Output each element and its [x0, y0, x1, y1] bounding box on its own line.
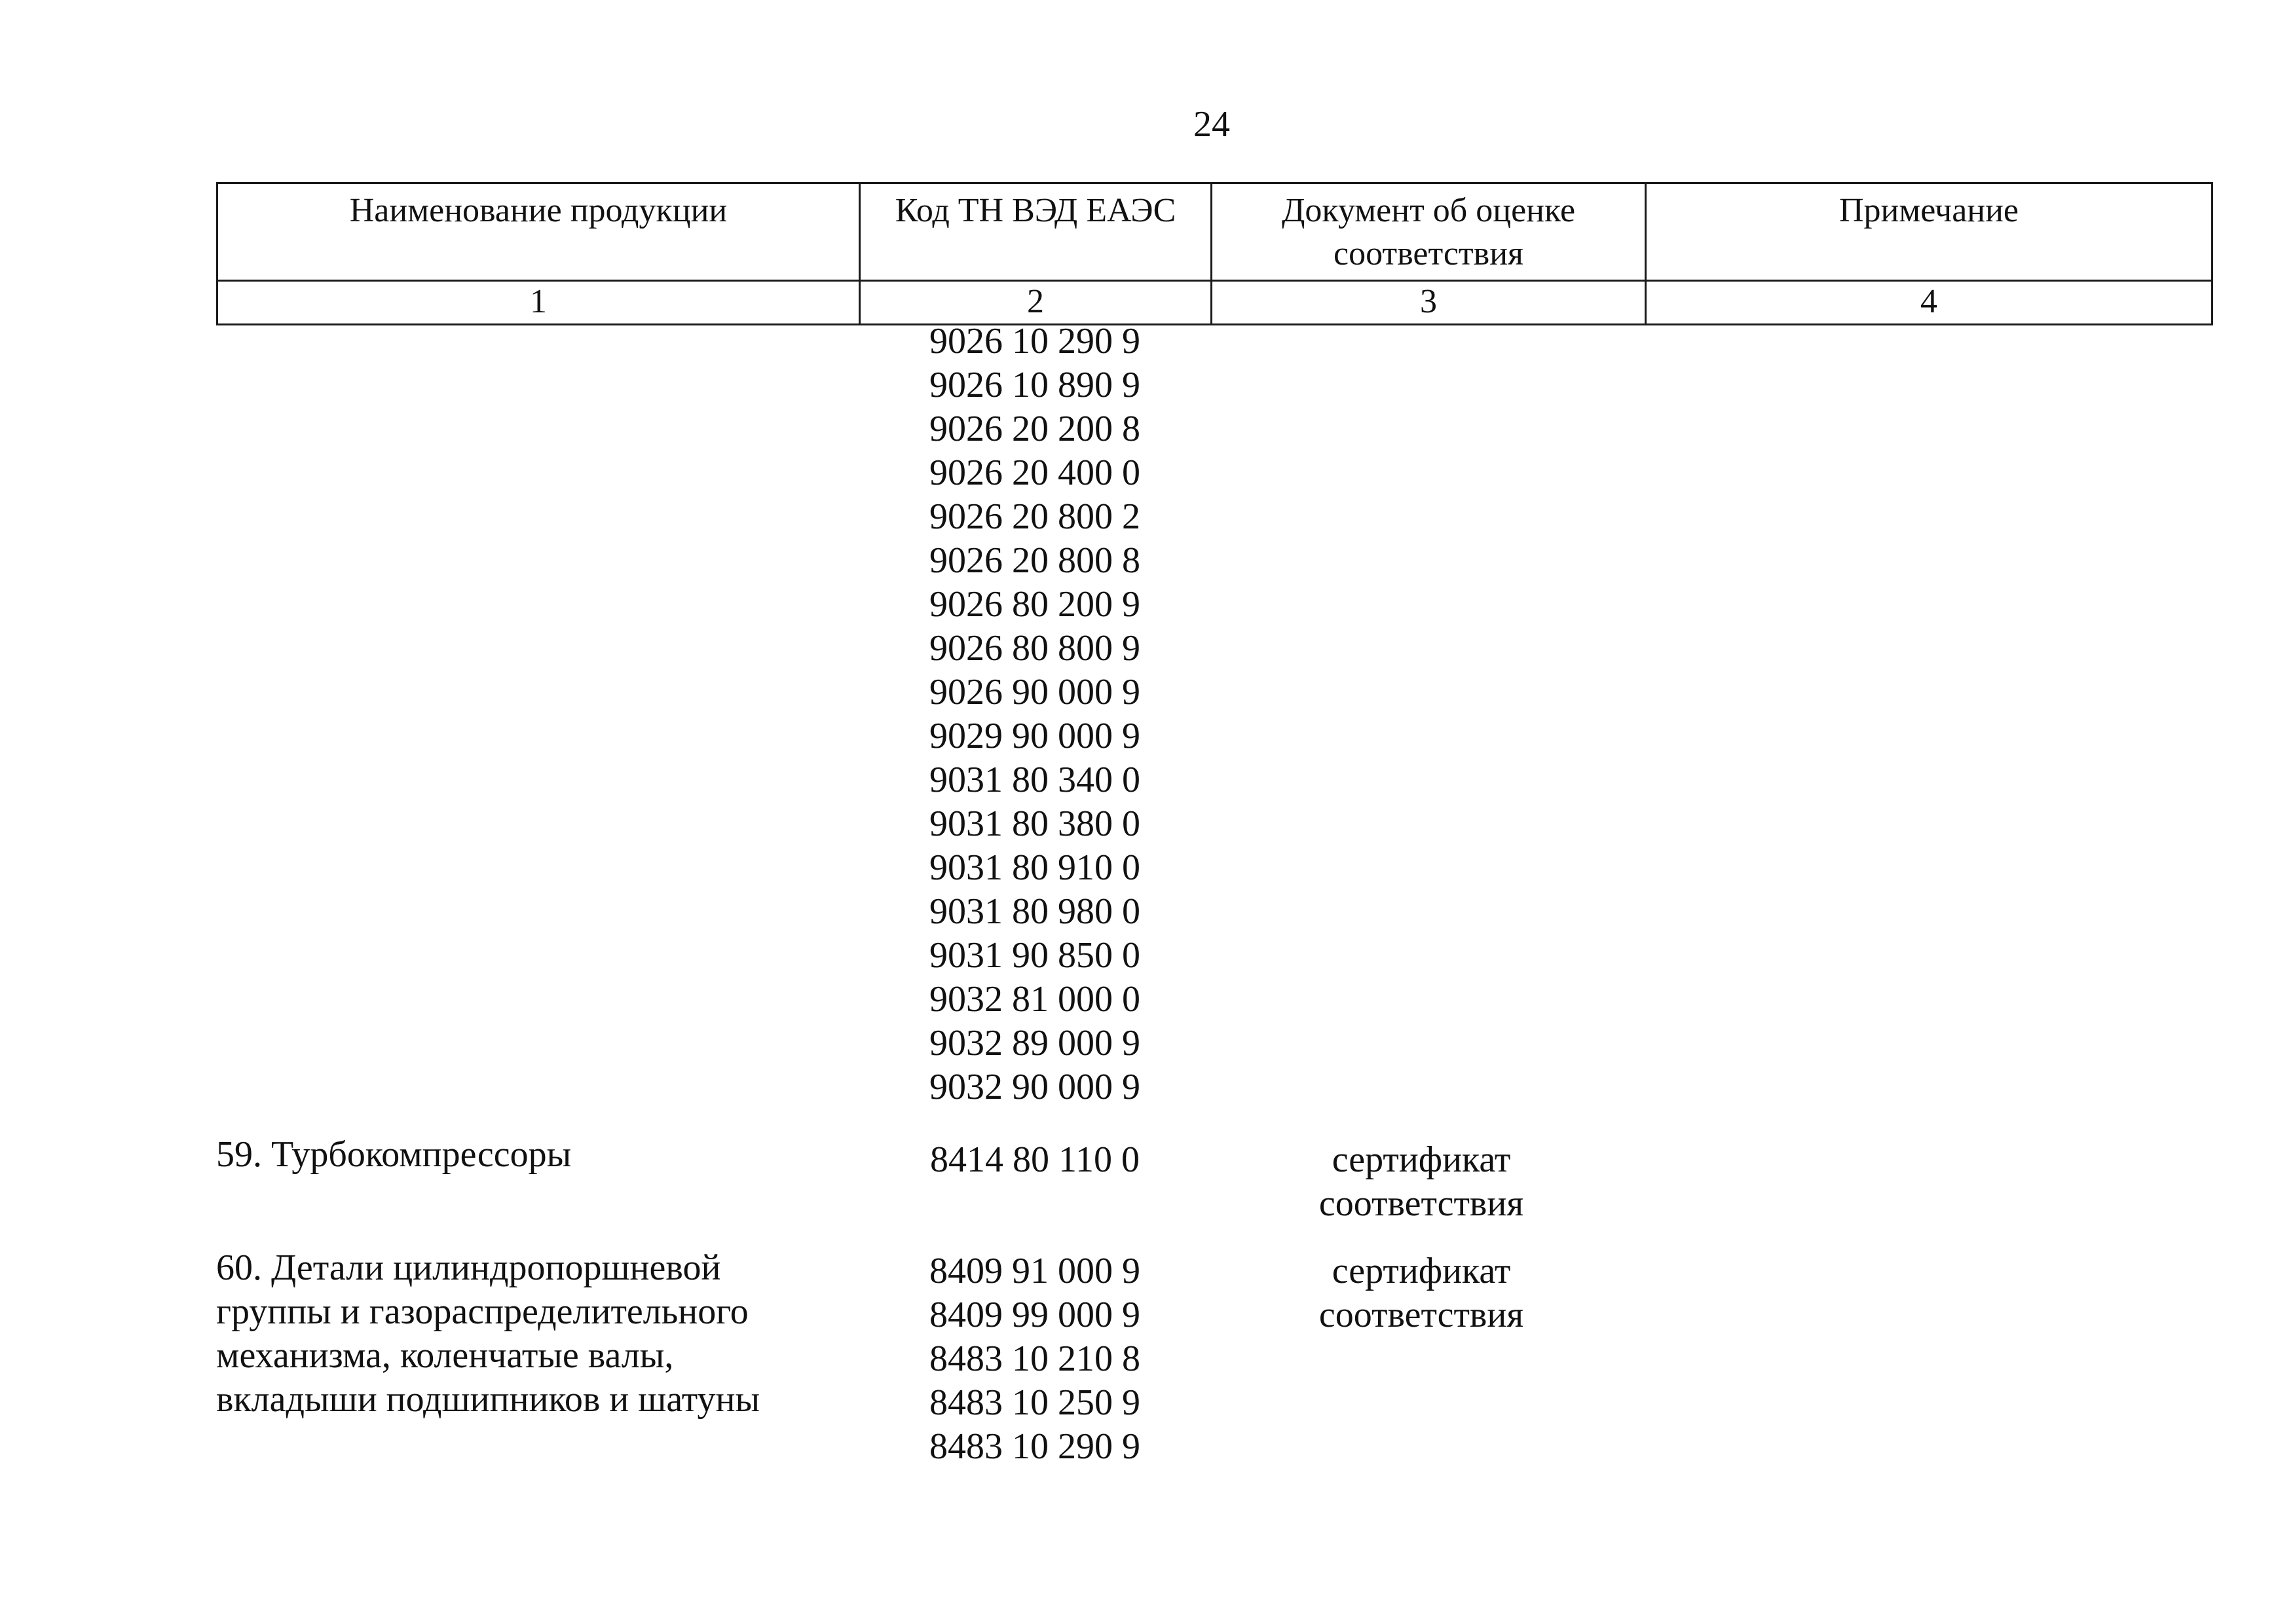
- column-number-4: 4: [1646, 281, 2212, 325]
- code-entry: 9031 80 980 0: [929, 891, 1140, 932]
- header-product-name: Наименование продукции: [217, 183, 860, 281]
- code-entry: 9026 80 800 9: [929, 628, 1140, 669]
- column-number-row: [217, 281, 2212, 325]
- code-entry: 8409 99 000 9: [929, 1295, 1140, 1335]
- code-entry: 9031 90 850 0: [929, 935, 1140, 976]
- document-line: соответствия: [1318, 1295, 1524, 1335]
- document-line: сертификат: [1332, 1139, 1511, 1180]
- header-tnved-code: Код ТН ВЭД ЕАЭС: [860, 183, 1212, 281]
- conformity-document-60: [1218, 1249, 1624, 1337]
- column-number-3: 3: [1212, 281, 1646, 325]
- header-conformity-document: Документ об оценке соответствия: [1212, 183, 1646, 281]
- code-entry: 9032 90 000 9: [929, 1067, 1140, 1107]
- code-entry: 9031 80 380 0: [929, 803, 1140, 844]
- code-entry: 9032 89 000 9: [929, 1023, 1140, 1063]
- code-entry: 8409 91 000 9: [929, 1251, 1140, 1291]
- code-entry: 8414 80 110 0: [930, 1139, 1140, 1180]
- column-number-1: 1: [217, 281, 860, 325]
- item-59-code-list: [851, 1138, 1218, 1182]
- code-entry: 9026 20 200 8: [929, 409, 1140, 449]
- code-entry: 9026 10 890 9: [929, 365, 1140, 405]
- code-entry: 8483 10 250 9: [929, 1382, 1140, 1423]
- header-note: Примечание: [1646, 183, 2212, 281]
- code-entry: 9026 10 290 9: [929, 321, 1140, 361]
- code-entry: 8483 10 290 9: [929, 1426, 1140, 1467]
- continued-code-list: [851, 320, 1218, 1109]
- code-entry: 9026 20 400 0: [929, 452, 1140, 493]
- code-entry: 9026 90 000 9: [929, 672, 1140, 712]
- header-row: [217, 183, 2212, 281]
- code-entry: 9029 90 000 9: [929, 716, 1140, 756]
- product-name-59: 59. Турбокомпрессоры: [216, 1134, 572, 1175]
- item-60-code-list: [851, 1249, 1218, 1469]
- code-entry: 9026 20 800 2: [929, 496, 1140, 537]
- product-name-60: 60. Детали цилиндропоршневой группы и газораспределительного механизма, коленчатые валы, вкладыши подшипников и шатуны: [216, 1247, 760, 1420]
- page-number: 24: [1193, 104, 1230, 145]
- conformity-document-59: [1218, 1138, 1624, 1226]
- document-line: соответствия: [1318, 1183, 1524, 1224]
- code-entry: 9031 80 910 0: [929, 847, 1140, 888]
- column-number-2: 2: [860, 281, 1212, 325]
- code-entry: 9026 80 200 9: [929, 584, 1140, 625]
- code-entry: 9032 81 000 0: [929, 979, 1140, 1020]
- code-entry: 8483 10 210 8: [929, 1338, 1140, 1379]
- code-entry: 9031 80 340 0: [929, 760, 1140, 800]
- code-entry: 9026 20 800 8: [929, 540, 1140, 581]
- table-header: [216, 182, 2213, 325]
- document-line: сертификат: [1332, 1251, 1511, 1291]
